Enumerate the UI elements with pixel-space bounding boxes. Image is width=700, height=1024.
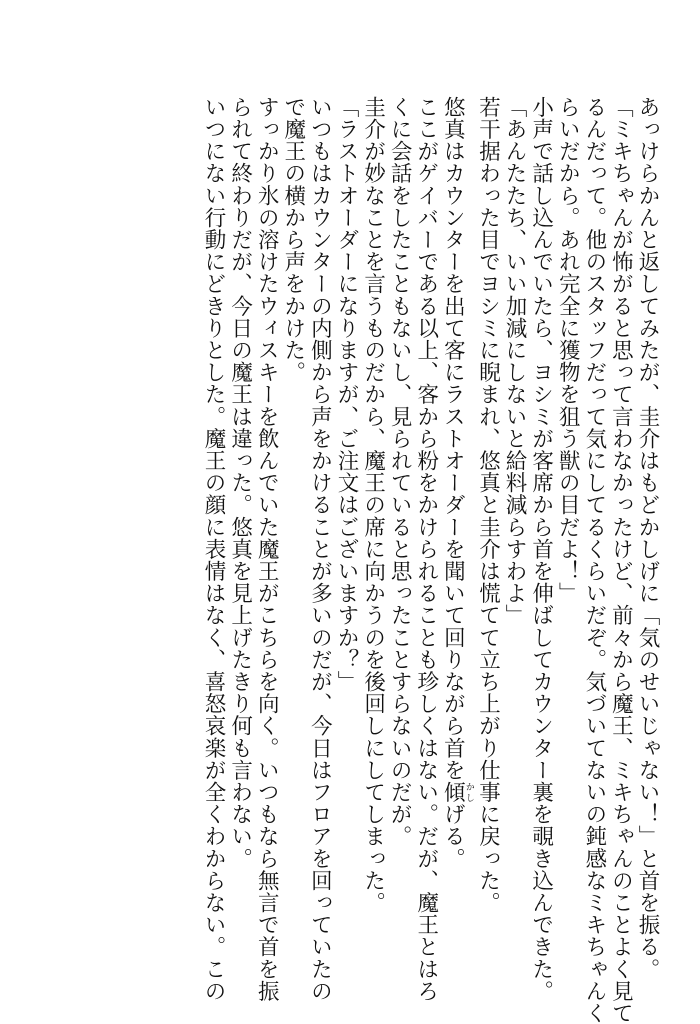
text-line-1: あっけらかんと返してみたが、圭介はもどかしげに「気のせいじゃない！」と首を振る。: [635, 96, 660, 980]
text-line-5: 小声で話し込んでいたら、ヨシミが客席から首を伸ばしてカウンター裏を覗き込んできた。: [528, 96, 554, 1003]
ruby-base: 傾: [440, 781, 466, 804]
text-line-15: すっかり氷の溶けたウィスキーを飲んでいた魔王がこちらを向く。いつもなら無言で首を振: [254, 96, 280, 1003]
text-line-8-tail: げる。: [440, 803, 466, 870]
text-line-14: で魔王の横から声をかけた。: [280, 96, 306, 384]
text-line-11: 圭介が妙なことを言うものだから、魔王の席に向かうのを後回しにしてしまった。: [360, 96, 386, 914]
text-line-9: ここがゲイバーである以上、客から粉をかけられることも珍しくはない。だが、魔王とはろ: [413, 96, 439, 1003]
text-line-16: られて終わりだが、今日の魔王は違った。悠真を見上げたきり何も言わない。: [227, 96, 253, 870]
text-line-12: 「ラストオーダーになりますが、ご注文はございますか？」: [333, 96, 359, 693]
text-line-8: [439, 96, 474, 956]
text-line-2: 「ミキちゃんが怖がると思って言わなかったけど、前々から魔王、ミキちゃんのことよく見て: [608, 96, 634, 1024]
text-line-8-body: 悠真はカウンターを出て客にラストオーダーを聞いて回りながら首を: [440, 96, 466, 782]
ruby-reading: かし: [463, 781, 474, 804]
text-line-13: いつもはカウンターの内側から声をかけることが多いのだが、今日はフロアを回っていたの: [307, 96, 333, 1003]
text-line-6: 「あんたたち、いい加減にしないと給料減らすわよ」: [502, 96, 528, 627]
vertical-text-block: [199, 96, 660, 1024]
text-line-7: 若干据わった目でヨシミに睨まれ、悠真と圭介は慌てて立ち上がり仕事に戻った。: [475, 96, 501, 914]
text-line-3: るんだって。他のスタッフだって気にしてるくらいだぞ。気づいてないの鈍感なミキちゃんく: [581, 96, 607, 1024]
text-line-10: くに会話をしたこともないし、見られていると思ったことすらないのだが。: [387, 96, 413, 848]
text-line-4: らいだから。あれ完全に獲物を狙う獣の目だよ！」: [555, 96, 581, 605]
text-line-17: いつにない行動にどきりとした。魔王の顔に表情はなく、喜怒哀楽が全くわからない。この: [201, 96, 226, 1003]
furigana-ruby: [440, 781, 474, 804]
